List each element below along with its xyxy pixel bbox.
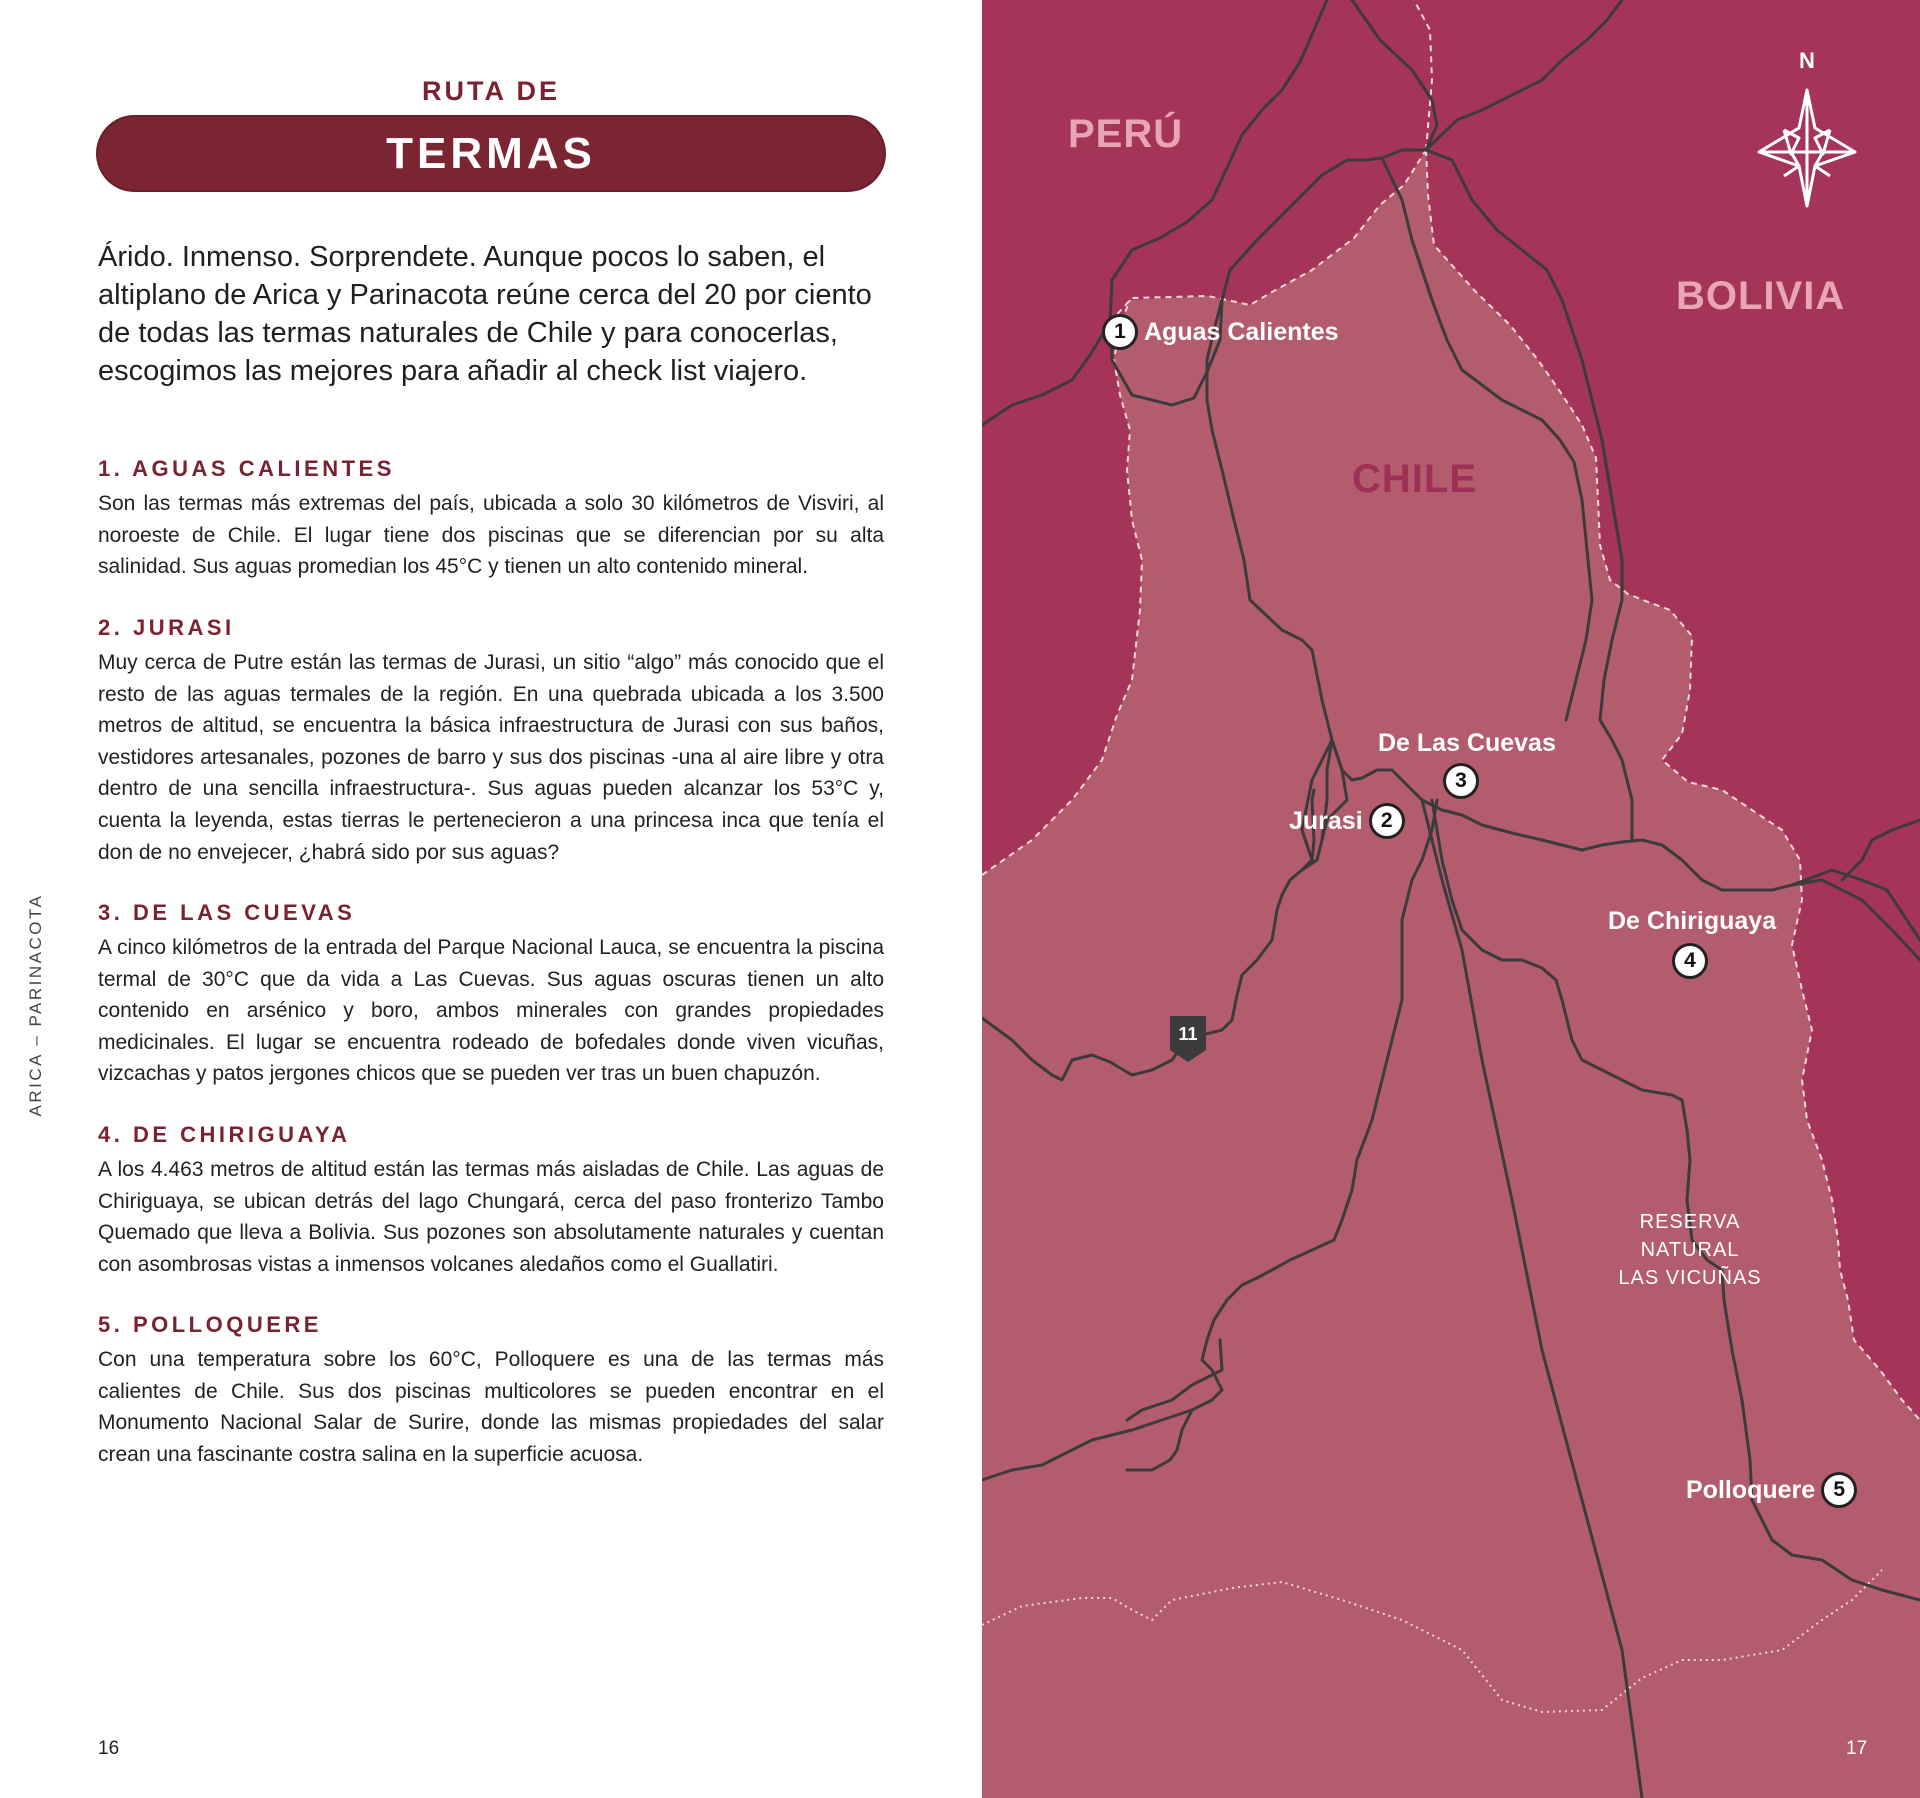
reserve-label bbox=[1600, 1208, 1780, 1292]
page-kicker: RUTA DE bbox=[422, 76, 560, 106]
reserve-line-3: LAS VICUÑAS bbox=[1618, 1267, 1762, 1289]
marker-label-de-las-cuevas: De Las Cuevas bbox=[1378, 729, 1556, 757]
section-body: Muy cerca de Putre están las termas de Jurasi, un sitio “algo” más conocido que el resto de las aguas termales de la región. En una quebrada ubicada a los 3.500 metros de altitud, se encuentra la básica infraestructura de Jurasi con sus baños, vestidores artesanales, pozones de barro y sus dos piscinas -una al aire libre y otra dentro de una sencilla infraestructura-. Sus aguas pueden alcanzar los 53°C y, cuenta la leyenda, estas tierras le pertenecieron a una princesa inca que tenía el don de no envejecer, ¿habrá sido por sus aguas? bbox=[98, 651, 884, 864]
chile-region bbox=[982, 150, 1920, 1798]
section-polloquere bbox=[98, 1312, 884, 1470]
section-de-las-cuevas bbox=[98, 900, 884, 1090]
marker-number: 3 bbox=[1443, 763, 1479, 799]
section-body: Con una temperatura sobre los 60°C, Polloquere es una de las termas más calientes de Chile. Sus dos piscinas multicolores se pueden encontrar en el Monumento Nacional Salar de Surire, donde las mismas propiedades del salar crean una fascinante costra salina en la superficie acuosa. bbox=[98, 1348, 884, 1466]
section-body: Son las termas más extremas del país, ubicada a solo 30 kilómetros de Visviri, al noroeste de Chile. El lugar tiene dos piscinas que se diferencian por su alta salinidad. Sus aguas promedian los 45°C y tienen un alto contenido mineral. bbox=[98, 492, 884, 579]
page-title: TERMAS bbox=[386, 128, 596, 178]
compass-north-label: N bbox=[1799, 48, 1815, 73]
section-heading: 2. JURASI bbox=[98, 615, 235, 640]
marker-jurasi[interactable] bbox=[1289, 803, 1405, 839]
section-de-chiriguaya bbox=[98, 1122, 884, 1280]
country-label-peru: PERÚ bbox=[1068, 112, 1184, 156]
marker-label: Jurasi bbox=[1289, 806, 1363, 835]
compass-rose bbox=[1742, 48, 1872, 218]
marker-label-de-chiriguaya: De Chiriguaya bbox=[1608, 907, 1777, 935]
marker-number: 5 bbox=[1821, 1472, 1857, 1508]
marker-aguas-calientes[interactable] bbox=[1102, 314, 1339, 350]
section-heading: 4. DE CHIRIGUAYA bbox=[98, 1122, 351, 1147]
section-body: A los 4.463 metros de altitud están las termas más aisladas de Chile. Las aguas de Chiriguaya, se ubican detrás del lago Chungará, cerca del paso fronterizo Tambo Quemado que lleva a Bolivia. Sus pozones son absolutamente naturales y cuentan con asombrosas vistas a inmensos volcanes aledaños como el Guallatiri. bbox=[98, 1158, 884, 1276]
reserve-line-2: NATURAL bbox=[1640, 1239, 1740, 1261]
country-label-chile: CHILE bbox=[1352, 457, 1477, 501]
route-number: 11 bbox=[1178, 1024, 1198, 1044]
marker-polloquere[interactable] bbox=[1686, 1472, 1857, 1508]
section-aguas-calientes bbox=[98, 456, 884, 583]
section-jurasi bbox=[98, 615, 884, 868]
marker-number: 2 bbox=[1369, 803, 1405, 839]
section-body: A cinco kilómetros de la entrada del Parque Nacional Lauca, se encuentra la piscina termal de 30°C que da vida a Las Cuevas. Sus aguas oscuras tienen un alto contenido en arsénico y boro, ambos minerales con grandes propiedades medicinales. El lugar se encuentra rodeado de bofedales donde viven vicuñas, vizcachas y patos jergones chicos que se pueden ver tras un buen chapuzón. bbox=[98, 936, 884, 1086]
section-heading: 5. POLLOQUERE bbox=[98, 1312, 322, 1337]
marker-label: Polloquere bbox=[1686, 1475, 1816, 1504]
marker-de-las-cuevas[interactable] bbox=[1443, 763, 1479, 799]
marker-de-chiriguaya[interactable] bbox=[1672, 943, 1708, 979]
reserve-line-1: RESERVA bbox=[1639, 1211, 1741, 1233]
side-region-text: ARICA – PARINACOTA bbox=[26, 893, 45, 1117]
section-heading: 3. DE LAS CUEVAS bbox=[98, 900, 356, 925]
map-page bbox=[982, 0, 1920, 1798]
page-number-left: 16 bbox=[98, 1738, 120, 1759]
section-heading: 1. AGUAS CALIENTES bbox=[98, 456, 395, 481]
route-11-badge bbox=[1168, 1014, 1208, 1064]
intro-paragraph: Árido. Inmenso. Sorprendete. Aunque pocos lo saben, el altiplano de Arica y Parinacota reúne cerca del 20 por ciento de todas las termas naturales de Chile y para conocerlas, escogimos las mejores para añadir al check list viajero. bbox=[98, 241, 872, 387]
marker-number: 4 bbox=[1672, 943, 1708, 979]
map-graphic bbox=[982, 0, 1920, 1798]
country-label-bolivia: BOLIVIA bbox=[1676, 274, 1846, 318]
title-banner bbox=[98, 117, 884, 190]
marker-number: 1 bbox=[1102, 314, 1138, 350]
marker-label: Aguas Calientes bbox=[1144, 317, 1339, 346]
page-number-right: 17 bbox=[1846, 1738, 1868, 1759]
